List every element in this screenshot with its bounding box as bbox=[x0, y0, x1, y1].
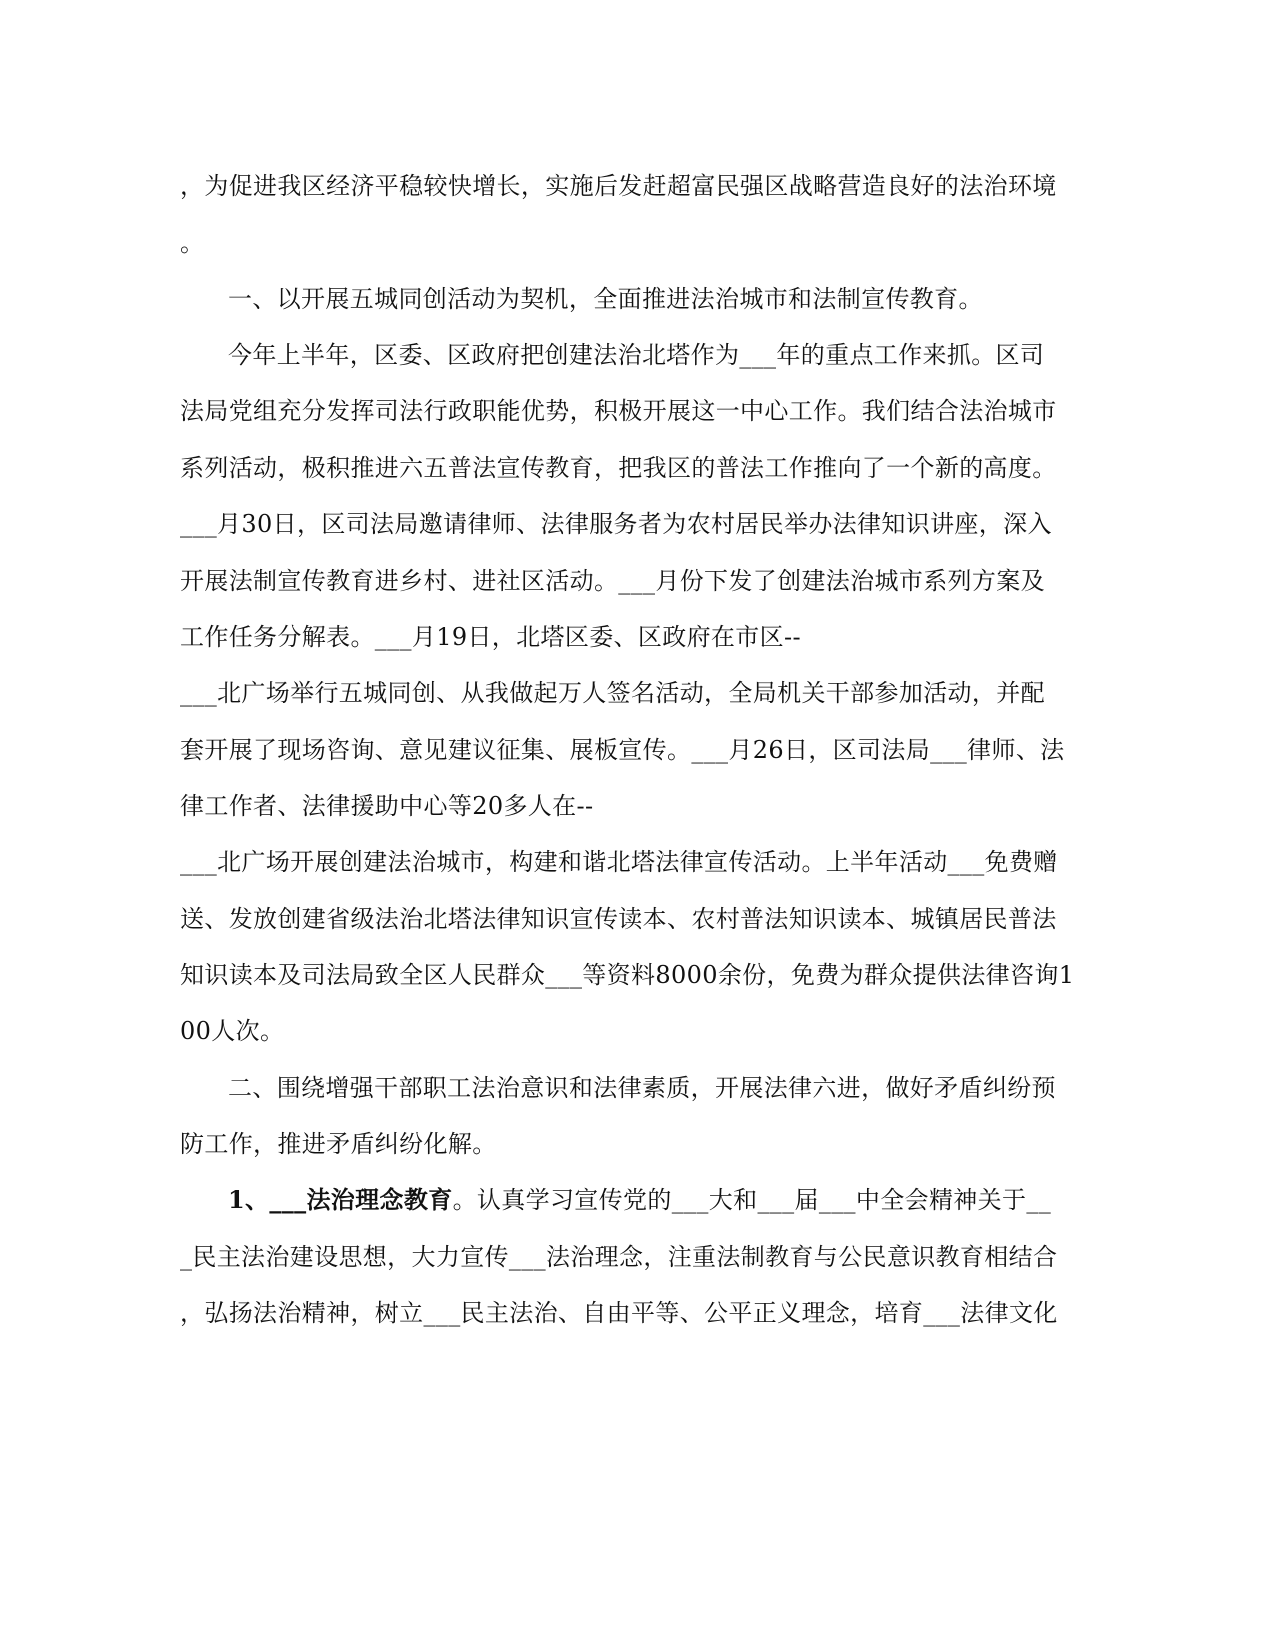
paragraph-line: 法局党组充分发挥司法行政职能优势，积极开展这一中心工作。我们结合法治城市 bbox=[180, 397, 1057, 425]
subsection-title: 1、___法治理念教育 bbox=[228, 1185, 453, 1214]
paragraph-line: 系列活动，极积推进六五普法宣传教育，把我区的普法工作推向了一个新的高度。 bbox=[180, 454, 1057, 482]
paragraph-line: ___北广场开展创建法治城市，构建和谐北塔法律宣传活动。上半年活动___免费赠 bbox=[180, 848, 1058, 876]
paragraph-line: 开展法制宣传教育进乡村、进社区活动。___月份下发了创建法治城市系列方案及 bbox=[180, 567, 1045, 595]
paragraph-line: 00人次。 bbox=[180, 1017, 285, 1045]
paragraph-line: 。 bbox=[180, 229, 205, 257]
paragraph-line: 套开展了现场咨询、意见建议征集、展板宣传。___月26日，区司法局___律师、法 bbox=[180, 736, 1065, 764]
subsection-text: 。认真学习宣传党的___大和___届___中全会精神关于__ bbox=[452, 1186, 1052, 1214]
paragraph-line: 今年上半年，区委、区政府把创建法治北塔作为___年的重点工作来抓。区司 bbox=[228, 341, 1045, 369]
subsection-line bbox=[228, 1185, 1051, 1215]
section-heading-1: 一、以开展五城同创活动为契机，全面推进法治城市和法制宣传教育。 bbox=[228, 285, 983, 313]
paragraph-line: ___北广场举行五城同创、从我做起万人签名活动，全局机关干部参加活动，并配 bbox=[180, 679, 1045, 707]
paragraph-line: ，弘扬法治精神，树立___民主法治、自由平等、公平正义理念，培育___法律文化 bbox=[180, 1299, 1058, 1327]
paragraph-line: 送、发放创建省级法治北塔法律知识宣传读本、农村普法知识读本、城镇居民普法 bbox=[180, 905, 1057, 933]
paragraph-line: 防工作，推进矛盾纠纷化解。 bbox=[180, 1130, 497, 1158]
paragraph-line: 律工作者、法律援助中心等20多人在-- bbox=[180, 792, 594, 820]
paragraph-line: _民主法治建设思想，大力宣传___法治理念，注重法制教育与公民意识教育相结合 bbox=[180, 1243, 1058, 1271]
paragraph-line: ___月30日，区司法局邀请律师、法律服务者为农村居民举办法律知识讲座，深入 bbox=[180, 510, 1052, 538]
paragraph-line: ，为促进我区经济平稳较快增长，实施后发赶超富民强区战略营造良好的法治环境 bbox=[180, 172, 1057, 200]
paragraph-line: 工作任务分解表。___月19日，北塔区委、区政府在市区-- bbox=[180, 623, 801, 651]
paragraph-line: 知识读本及司法局致全区人民群众___等资料8000余份，免费为群众提供法律咨询1 bbox=[180, 961, 1075, 989]
section-heading-2: 二、围绕增强干部职工法治意识和法律素质，开展法律六进，做好矛盾纠纷预 bbox=[228, 1074, 1056, 1102]
